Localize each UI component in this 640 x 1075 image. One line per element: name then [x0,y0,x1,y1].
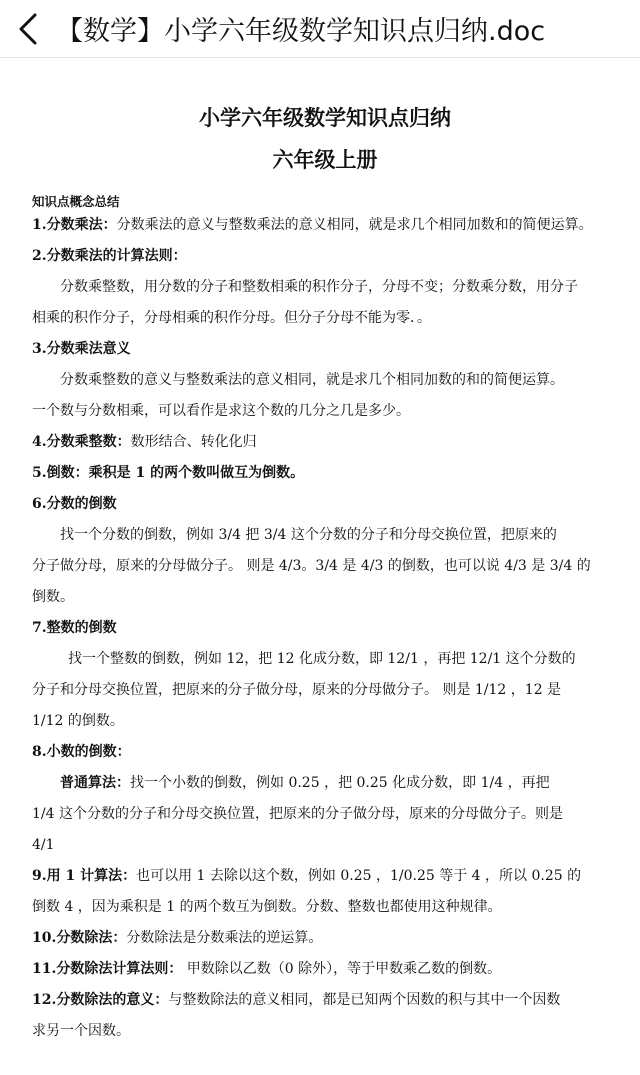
item-8-heading: 8.小数的倒数： [32,744,131,760]
item-3-line-1: 分数乘整数的意义与整数乘法的意义相同，就是求几个相同加数的和的简便运算。 [60,372,564,388]
item-7-line-2: 分子和分母交换位置，把原来的分子做分母，原来的分母做分子。 则是 1/12 ，12 是 [32,682,562,698]
item-1 [32,210,618,241]
item-3-heading: 3.分数乘法意义 [32,341,131,357]
item-2-line-2: 相乘的积作分子，分母相乘的积作分母。但分子分母不能为零．。 [32,310,431,326]
item-4-heading: 4.分数乘整数： [32,434,131,450]
item-4-text: 数形结合、转化化归 [130,434,257,450]
item-9 [32,861,618,892]
item-7-line-3: 1/12 的倒数。 [32,713,124,729]
item-12-heading: 12.分数除法的意义： [32,992,169,1008]
item-2-heading: 2.分数乘法的计算法则： [32,248,187,264]
item-8-line-2: 1/4 这个分数的分子和分母交换位置，把原来的分子做分母，原来的分母做分子。则是 [32,806,563,822]
item-11 [32,954,618,985]
item-1-text: 分数乘法的意义与整数乘法的意义相同，就是求几个相同加数和的简便运算。 [116,217,593,233]
section-heading: 知识点概念总结 [32,194,120,209]
item-6-line-3: 倒数。 [32,589,74,605]
item-12-line-2: 求另一个因数。 [32,1023,130,1039]
item-3-line-2: 一个数与分数相乘，可以看作是求这个数的几分之几是多少。 [32,403,410,419]
item-4 [32,427,618,458]
item-11-text: 甲数除以乙数（0 除外），等于甲数乘乙数的倒数。 [182,961,502,977]
item-8-subheading: 普通算法： [60,775,130,791]
file-name: 【数学】小学六年级数学知识点归纳.doc [56,16,546,47]
doc-title: 小学六年级数学知识点归纳 [199,105,451,130]
item-5: 5.倒数：乘积是 1 的两个数叫做互为倒数。 [32,465,305,481]
item-6-line-2: 分子做分母，原来的分母做分子。 则是 4/3。3/4 是 4/3 的倒数，也可以说 4/3 是 3/4 的 [32,558,591,574]
item-12 [32,985,618,1016]
item-7-line-1: 找一个整数的倒数，例如 12，把 12 化成分数，即 12/1 ，再把 12/1 这个分数的 [68,651,576,667]
item-10-text: 分数除法是分数乘法的逆运算。 [126,930,323,946]
item-6-heading: 6.分数的倒数 [32,496,117,512]
doc-subtitle: 六年级上册 [272,147,378,172]
item-8-line-3: 4/1 [32,837,55,853]
item-11-heading: 11.分数除法计算法则： [32,961,183,977]
item-10-heading: 10.分数除法： [32,930,127,946]
item-7-heading: 7.整数的倒数 [32,620,117,636]
item-2-line-1: 分数乘整数，用分数的分子和整数相乘的积作分子，分母不变；分数乘分数，用分子 [60,279,578,295]
back-button[interactable] [0,0,56,58]
item-9-heading: 9.用 1 计算法： [32,868,137,884]
top-bar [0,0,640,58]
item-8-line-1 [32,768,618,799]
item-12-text: 与整数除法的意义相同，都是已知两个因数的积与其中一个因数 [168,992,561,1008]
item-9-text: 也可以用 1 去除以这个数，例如 0.25 ，1/0.25 等于 4 ，所以 0.25 的 [136,868,582,884]
item-10 [32,923,618,954]
item-9-line-2: 倒数 4 ，因为乘积是 1 的两个数互为倒数。分数、整数也都使用这种规律。 [32,899,502,915]
item-6-line-1: 找一个分数的倒数，例如 3/4 把 3/4 这个分数的分子和分母交换位置，把原来的 [60,527,557,543]
item-1-heading: 1.分数乘法： [32,217,117,233]
item-8-text: 找一个小数的倒数，例如 0.25 ，把 0.25 化成分数，即 1/4 ，再把 [130,775,550,791]
chevron-left-icon [17,12,39,46]
document-body [0,102,640,1047]
